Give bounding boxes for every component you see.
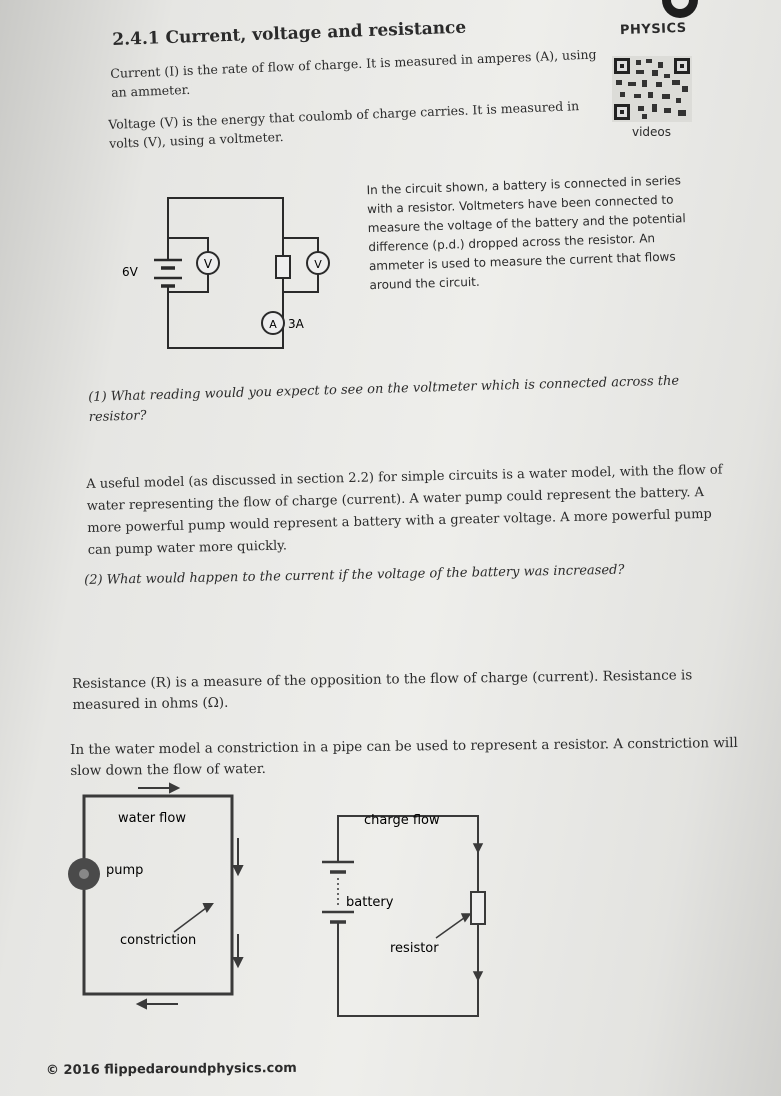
pump-label: pump: [106, 863, 144, 878]
videos-label: videos: [632, 125, 672, 139]
charge-flow-label: charge flow: [364, 813, 440, 828]
voltage-definition: Voltage (V) is the energy that coulomb of charge carries. It is measured in volts (V), using a voltmeter.: [108, 98, 580, 151]
constriction-text: In the water model a constriction in a pipe can be used to represent a resistor. A constriction will slow down the flow of water.: [70, 735, 738, 779]
copyright-footer: © 2016 flippedaroundphysics.com: [45, 1060, 297, 1079]
series-circuit-diagram: [118, 188, 358, 358]
circuit-description: In the circuit shown, a battery is connected in series with a resistor. Voltmeters have been connected to measure the voltage of the battery and the potential difference (p.d.) dropped across the resistor. An ammeter is used to measure the current that flows around the circuit.: [366, 173, 686, 293]
voltmeter-resistor-symbol: V: [314, 258, 322, 271]
ammeter-symbol: A: [269, 318, 277, 331]
ammeter-reading: 3A: [288, 317, 304, 331]
voltmeter-battery-symbol: V: [203, 257, 213, 271]
battery-label: battery: [346, 895, 394, 910]
question-1: (1) What reading would you expect to see on the voltmeter which is connected across the resistor?: [88, 373, 680, 425]
pump-icon: [68, 858, 100, 890]
resistor-symbol: [471, 892, 485, 924]
brand-label: PHYSICS: [619, 20, 687, 39]
water-flow-label: water flow: [118, 811, 186, 826]
water-model-diagram: [66, 782, 266, 1012]
resistor-label: resistor: [390, 941, 439, 956]
resistance-definition: Resistance (R) is a measure of the opposition to the flow of charge (current). Resistance is measured in ohms (Ω).: [72, 667, 693, 713]
logo-icon: [650, 0, 710, 22]
question-2: (2) What would happen to the current if the voltage of the battery was increased?: [84, 562, 625, 588]
current-definition: Current (I) is the rate of flow of charge. It is measured in amperes (A), using an ammeter.: [110, 46, 597, 100]
section-title: 2.4.1 Current, voltage and resistance: [112, 17, 467, 50]
qr-code-icon[interactable]: [612, 56, 692, 122]
constriction-label: constriction: [120, 933, 197, 948]
charge-flow-diagram: [308, 800, 508, 1030]
water-model-text: A useful model (as discussed in section 2.2) for simple circuits is a water model, with the flow of water representing the flow of charge (current). A water pump could represent the battery. A more powerful pump would represent a battery with a greater voltage. A more powerful pump can pump water more quickly.: [86, 462, 723, 558]
battery-voltage-label: 6V: [122, 265, 138, 279]
